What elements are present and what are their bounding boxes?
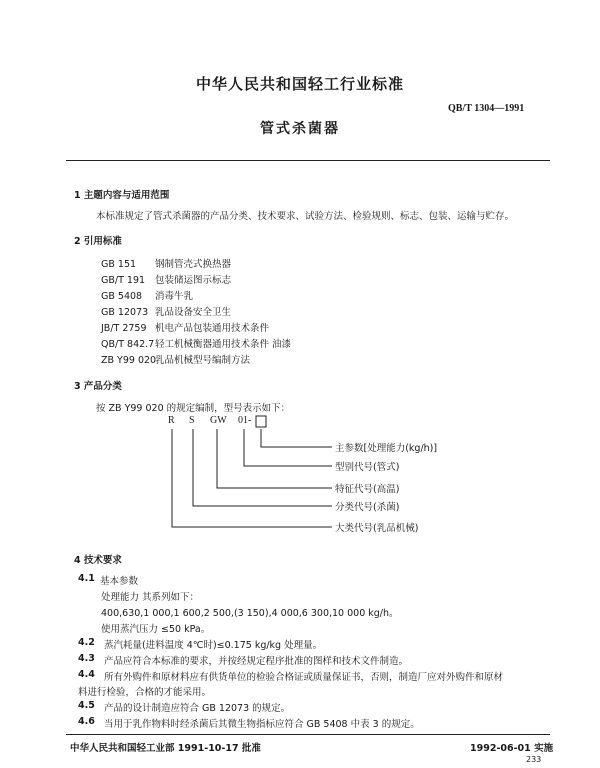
connector-line — [172, 429, 332, 527]
clause-4-2-text: 蒸汽耗量(进料温度 4℃时)≤0.175 kg/kg 处理量。 — [104, 640, 323, 651]
section-3-intro: 按 ZB Y99 020 的规定编制，型号表示如下： — [96, 403, 291, 414]
ref-item: JB/T 2759 机电产品包装通用技术条件 — [101, 323, 270, 334]
ref-item: GB 151 钢制管壳式换热器 — [101, 259, 232, 270]
ref-item: GB/T 191 包装储运图示标志 — [101, 275, 232, 286]
clause-4-4-text: 所有外购件和原材料应有供货单位的检验合格证或质量保证书，否则，制造厂应对外购件和原材 — [104, 672, 504, 683]
diagram-label: 大类代号(乳品机械) — [335, 523, 419, 534]
clause-4-3-text: 产品应符合本标准的要求，并按经规定程序批准的图样和技术文件制造。 — [104, 656, 409, 667]
ref-item: ZB Y99 020乳品机械型号编制方法 — [101, 355, 251, 366]
model-part-r: R — [168, 415, 175, 426]
page-number: 233 — [526, 755, 542, 764]
clause-4-1-line: 400,630,1 000,1 600,2 500,(3 150),4 000,6 300,10 000 kg/h。 — [101, 608, 399, 619]
footer-rule — [66, 734, 550, 735]
diagram-label: 型别代号(管式) — [335, 462, 400, 473]
standard-title: 中华人民共和国轻工行业标准 — [195, 75, 404, 93]
model-part-01: 01- — [238, 415, 252, 426]
standard-code: QB/T 1304—1991 — [448, 103, 525, 114]
implementation-date: 1992-06-01 实施 — [470, 743, 554, 754]
section-1-text: 本标准规定了管式杀菌器的产品分类、技术要求、试验方法、检验规则、标志、包装、运输与贮存。 — [96, 211, 515, 222]
diagram-label: 分类代号(杀菌) — [335, 502, 400, 513]
section-2-heading: 2 引用标准 — [74, 236, 122, 247]
clause-4-6-number: 4.6 — [78, 716, 95, 727]
model-part-gw: GW — [210, 415, 227, 426]
clause-4-2-number: 4.2 — [78, 637, 95, 648]
ref-item: QB/T 842.7轻工机械衡器通用技术条件 油漆 — [101, 339, 292, 350]
clause-4-1-number: 4.1 — [78, 573, 95, 584]
diagram-label: 主参数[处理能力(kg/h)] — [335, 443, 438, 454]
ref-item: GB 5408 消毒牛乳 — [101, 291, 194, 302]
clause-4-3-number: 4.3 — [78, 653, 95, 664]
clause-4-4-number: 4.4 — [78, 669, 95, 680]
approval-line: 中华人民共和国轻工业部 1991-10-17 批准 — [70, 743, 261, 754]
clause-4-6-text: 当用于乳作物料时经杀菌后其微生物指标应符合 GB 5408 中表 3 的规定。 — [104, 719, 420, 730]
connector-line — [217, 429, 332, 488]
document-title: 管式杀菌器 — [260, 121, 340, 137]
clause-4-1-line: 处理能力 其系列如下： — [101, 592, 200, 603]
section-1-heading: 1 主题内容与适用范围 — [74, 190, 170, 201]
clause-4-5-number: 4.5 — [78, 700, 95, 711]
diagram-label: 特征代号(高温) — [335, 484, 400, 495]
connector-line — [193, 429, 332, 506]
clause-4-4-continuation: 料进行检验，合格的才能采用。 — [78, 687, 212, 698]
section-3-heading: 3 产品分类 — [74, 381, 122, 392]
model-part-s: S — [189, 415, 195, 426]
parameter-box — [256, 416, 266, 427]
ref-item: GB 12073 乳品设备安全卫生 — [101, 307, 232, 318]
connector-line — [261, 429, 332, 447]
clause-4-5-text: 产品的设计制造应符合 GB 12073 的规定。 — [104, 703, 291, 714]
section-4-heading: 4 技术要求 — [74, 555, 122, 566]
clause-4-1-title: 基本参数 — [100, 576, 139, 587]
clause-4-1-line: 使用蒸汽压力 ≤50 kPa。 — [101, 624, 211, 635]
